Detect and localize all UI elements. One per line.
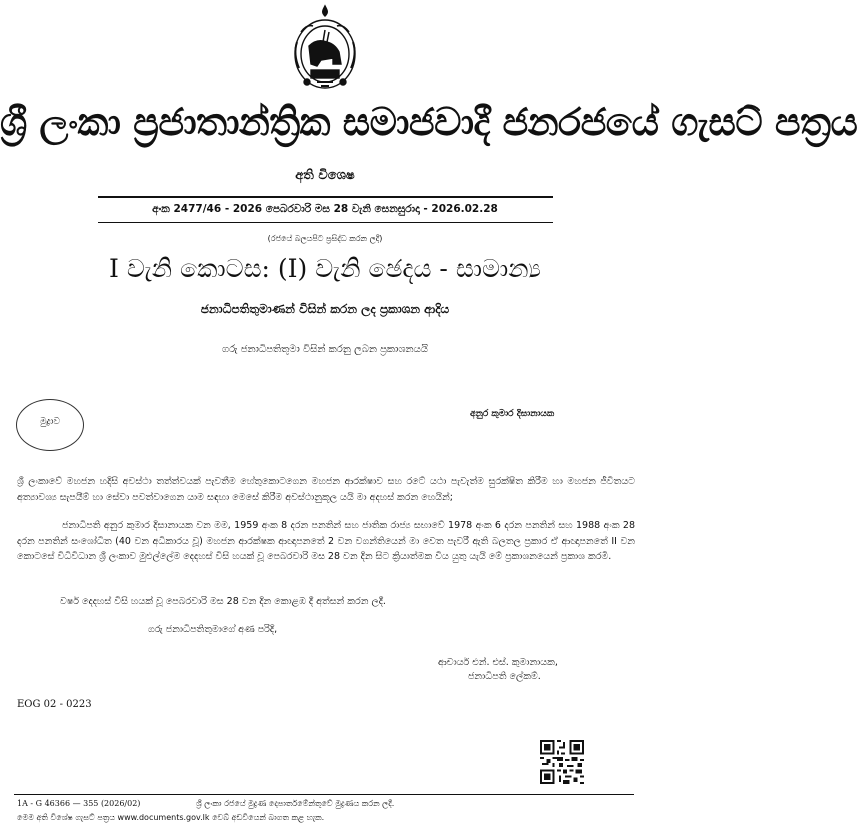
issue-line: අංක 2477/46 - 2026 පෙබරවාරි මස 28 වැනි සෙනසුරාදා - 2026.02.28 xyxy=(152,203,498,215)
reference-code: EOG 02 - 0223 xyxy=(17,699,92,710)
footer-code: 1A - G 46366 — 355 (2026/02) xyxy=(17,799,141,808)
footer-divider xyxy=(14,794,634,795)
extraordinary-label: අති විශෙෂ xyxy=(295,168,355,183)
footer-web-line: මෙම අති විශේෂ ගැසට් පත්‍රය www.documents.gov.lk වෙබ් අඩවියෙන් බාගත කළ හැක. xyxy=(17,813,325,822)
section-heading: ජනාධිපතිතුමාණන් විසින් කරන ලද ප්‍රකාශන ආදිය xyxy=(200,302,450,316)
divider-top xyxy=(98,196,553,198)
signatory-name: ආචාර්ය එන්. එස්. කුමානායක, xyxy=(438,657,558,668)
paragraph-1: ශ්‍රී ලංකාවේ මහජන හදිසි අවස්ථා තත්ත්වයක් පැවතීම හේතුකොටගෙන මහජන ආරක්ෂාව සහ රටේ යථා පැවැත්ම සුරක්ෂිත කිරීම හා මහජන ජීවිතයට අත්‍යාවශ්‍ය සැපයීම් හා සේවා පවත්වාගෙන යාම සඳහා මෙසේ කිරීම අවස්ථානුකූල යයි මා අදහස් කරන හෙයින්; xyxy=(17,476,635,503)
part-heading: I වැනි කොටස: (I) වැනි ඡෙදය - සාමාන්‍ය xyxy=(109,254,541,283)
authority-line: (රජයේ බලයපිට ප්‍රසිද්ධ කරන ලදී) xyxy=(267,234,383,243)
gazette-title: ශ්‍රී ලංකා ප්‍රජාතාන්ත්‍රික සමාජවාදී ජනරජයේ ගැසට් පත්‍රය xyxy=(0,99,857,144)
national-emblem-icon xyxy=(287,2,363,96)
paragraph-2: ජනාධිපති අනුර කුමාර දිසානායක වන මම, 1959 අංක 8 දරන පනතින් සහ ජාතික රාජ්‍ය සභාවේ 1978 අංක 6 දරන පනතින් සහ 1988 අංක 28 දරන පනතින් සංශෝධිත (40 වන අධිකාරය වූ) මහජන ආරක්ෂක ආඥාපනතේ 2 වන වගන්තියෙන් මා වෙත පැවරී ඇති බලතල ප්‍රකාර ඒ ආඥාපනතේ II වන කොටසේ විධිවිධාන ශ්‍රී ලංකාව මුළුල්ලේම දෙදහස් විසි හයක් වූ පෙබරවාරි මස 28 වන දින සිට ක්‍රියාත්මක විය යුතු යැයි මේ ප්‍රකාශනයෙන් ප්‍රකාශ කරමි. xyxy=(17,520,635,562)
president-name: අනුර කුමාර දිසානායක xyxy=(470,409,555,419)
seal-label: මුද්‍රාව xyxy=(40,417,60,427)
qr-code-icon xyxy=(540,740,584,784)
divider-bottom xyxy=(98,222,553,223)
dated-line: වර්ෂ දෙදහස් විසි හයක් වූ පෙබරවාරි මස 28 වන දින කොළඹ දී අත්සන් කරන ලදී. xyxy=(60,596,386,607)
proclamation-heading: ගරු ජනාධිපතිතුමා විසින් කරනු ලබන ප්‍රකාශනයයි xyxy=(222,344,428,355)
command-line: ගරු ජනාධිපතිතුමාගේ අණ පරිදි, xyxy=(148,624,278,635)
footer-printer-line: ශ්‍රී ලංකා රජයේ මුද්‍රණ දෙපාර්තමේන්තුවේ මුද්‍රණය කරන ලදී. xyxy=(196,799,395,808)
signatory-title: ජනාධිපති ලේකම්. xyxy=(468,671,541,682)
